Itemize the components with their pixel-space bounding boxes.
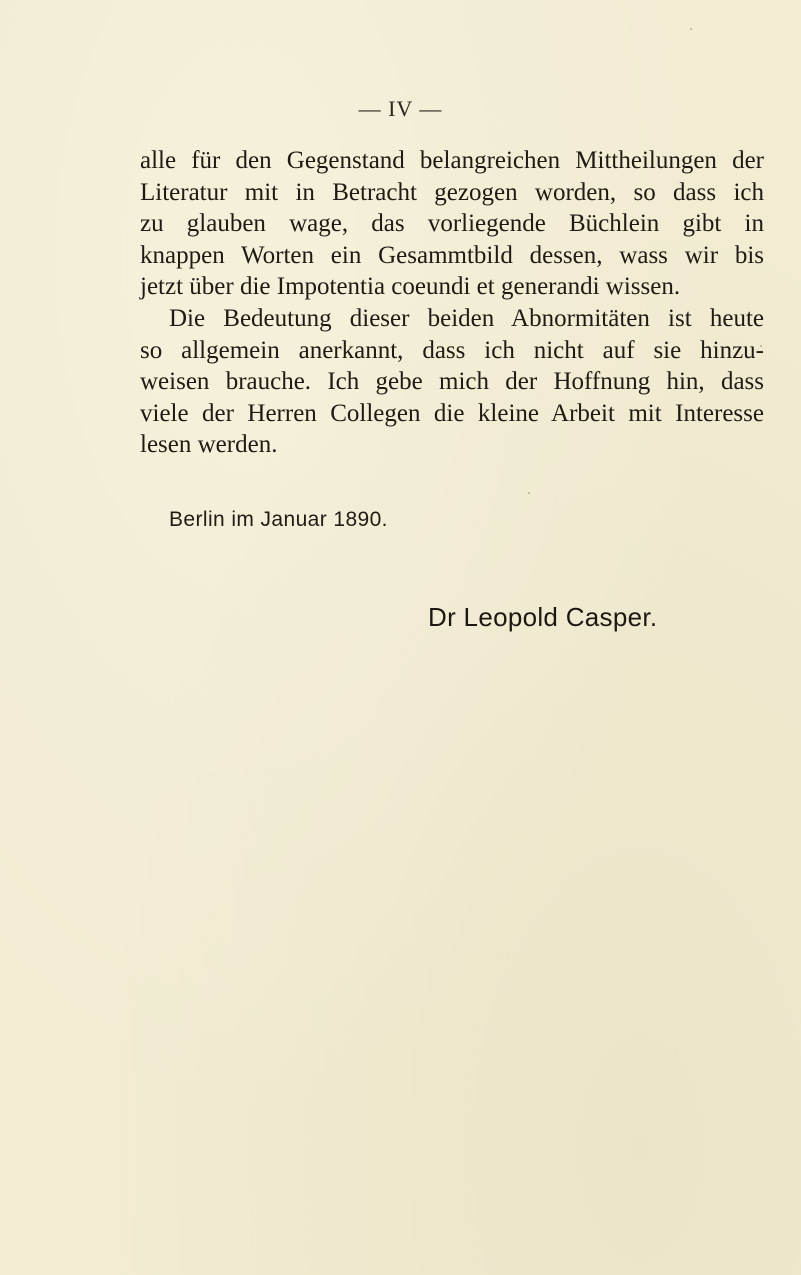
text-line: zu glauben wage, das vorliegende Büchlein gibt in <box>140 210 764 238</box>
text-line: weisen brauche. Ich gebe mich der Hoffnung hin, dass <box>140 368 764 396</box>
text-line: lesen werden. <box>140 431 278 459</box>
text-line: alle für den Gegenstand belangreichen Mittheilungen der <box>140 147 764 174</box>
place-date: Berlin im Januar 1890. <box>169 508 388 531</box>
text-line: jetzt über die Impotentia coeundi et generandi wissen. <box>140 273 681 301</box>
text-line: viele der Herren Collegen die kleine Arbeit mit Interesse <box>140 399 764 427</box>
author-signature: Dr Leopold Casper. <box>428 602 658 632</box>
page-number: — IV — <box>358 96 443 121</box>
text-line: so allgemein anerkannt, dass ich nicht auf sie hinzu- <box>140 336 764 364</box>
paper-speck <box>528 492 530 494</box>
paragraph-1 <box>140 145 764 303</box>
paper-speck <box>690 28 692 30</box>
text-line: Literatur mit in Betracht gezogen worden, so dass ich <box>140 178 764 206</box>
preface-body <box>140 145 764 461</box>
text-line: knappen Worten ein Gesammtbild dessen, wass wir bis <box>140 241 764 269</box>
paper-speck <box>760 345 762 347</box>
text-line: Die Bedeutung dieser beiden Abnormitäten ist heute <box>169 304 764 332</box>
paragraph-2 <box>140 303 764 461</box>
